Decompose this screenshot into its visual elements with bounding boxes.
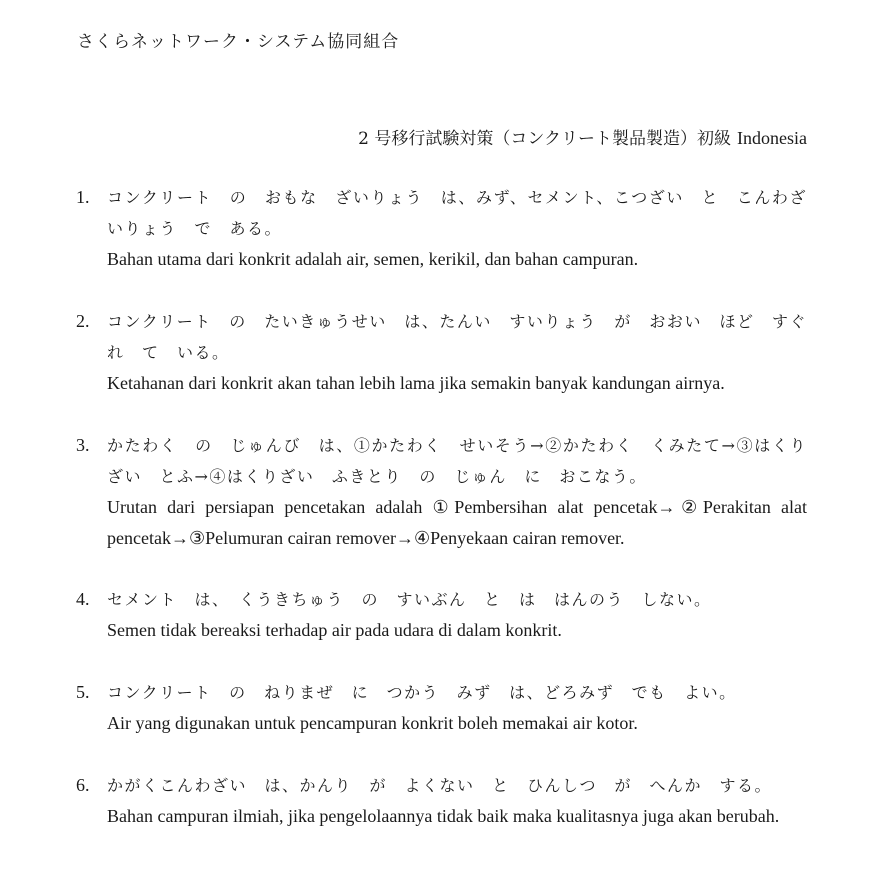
indonesian-text: Bahan campuran ilmiah, jika pengelolaannya tidak baik maka kualitasnya juga akan berubah.: [107, 806, 780, 826]
question-item-4: [76, 584, 807, 646]
item-number: 4.: [76, 589, 90, 609]
title-text: 2 号移行試験対策（コンクリート製品製造）初級: [358, 129, 732, 149]
indonesian-text: Semen tidak bereaksi terhadap air pada udara di dalam konkrit.: [107, 620, 562, 640]
indonesian-text: Ketahanan dari konkrit akan tahan lebih lama jika semakin banyak kandungan airnya.: [107, 373, 725, 393]
japanese-text: コンクリート の ねりまぜ に つかう みず は、どろみず でも よい。: [107, 683, 737, 702]
japanese-text: コンクリート の おもな ざいりょう は、みず、セメント、こつざい と こんわざいりょう で ある。: [107, 188, 807, 238]
question-item-1: [76, 182, 807, 275]
indonesian-text: Air yang digunakan untuk pencampuran konkrit boleh memakai air kotor.: [107, 713, 638, 733]
document-title: [358, 124, 807, 149]
language-label: Indonesia: [737, 128, 807, 148]
item-number: 3.: [76, 435, 90, 455]
item-number: 1.: [76, 187, 90, 207]
japanese-text: コンクリート の たいきゅうせい は、たんい すいりょう が おおい ほど すぐれ て いる。: [107, 312, 807, 362]
indonesian-text: Bahan utama dari konkrit adalah air, semen, kerikil, dan bahan campuran.: [107, 249, 639, 269]
japanese-text: かたわく の じゅんび は、①かたわく せいそう→②かたわく くみたて→③はくりざい とふ→④はくりざい ふきとり の じゅん に おこなう。: [107, 436, 807, 486]
question-item-6: [76, 770, 807, 832]
japanese-text: かがくこんわざい は、かんり が よくない と ひんしつ が へんか する。: [107, 776, 773, 795]
question-item-3: [76, 430, 807, 554]
question-item-5: [76, 677, 807, 739]
question-item-2: [76, 306, 807, 399]
organization-name: さくらネットワーク・システム協同組合: [77, 32, 400, 52]
japanese-text: セメント は、 くうきちゅう の すいぶん と は はんのう しない。: [107, 590, 712, 609]
indonesian-text: Urutan dari persiapan pencetakan adalah ①Pembersihan alat pencetak→②Perakitan alat pencetak→③Pelumuran cairan remover→④Penyekaan cairan remover.: [107, 497, 807, 548]
item-number: 2.: [76, 311, 90, 331]
item-number: 6.: [76, 775, 90, 795]
item-number: 5.: [76, 682, 90, 702]
